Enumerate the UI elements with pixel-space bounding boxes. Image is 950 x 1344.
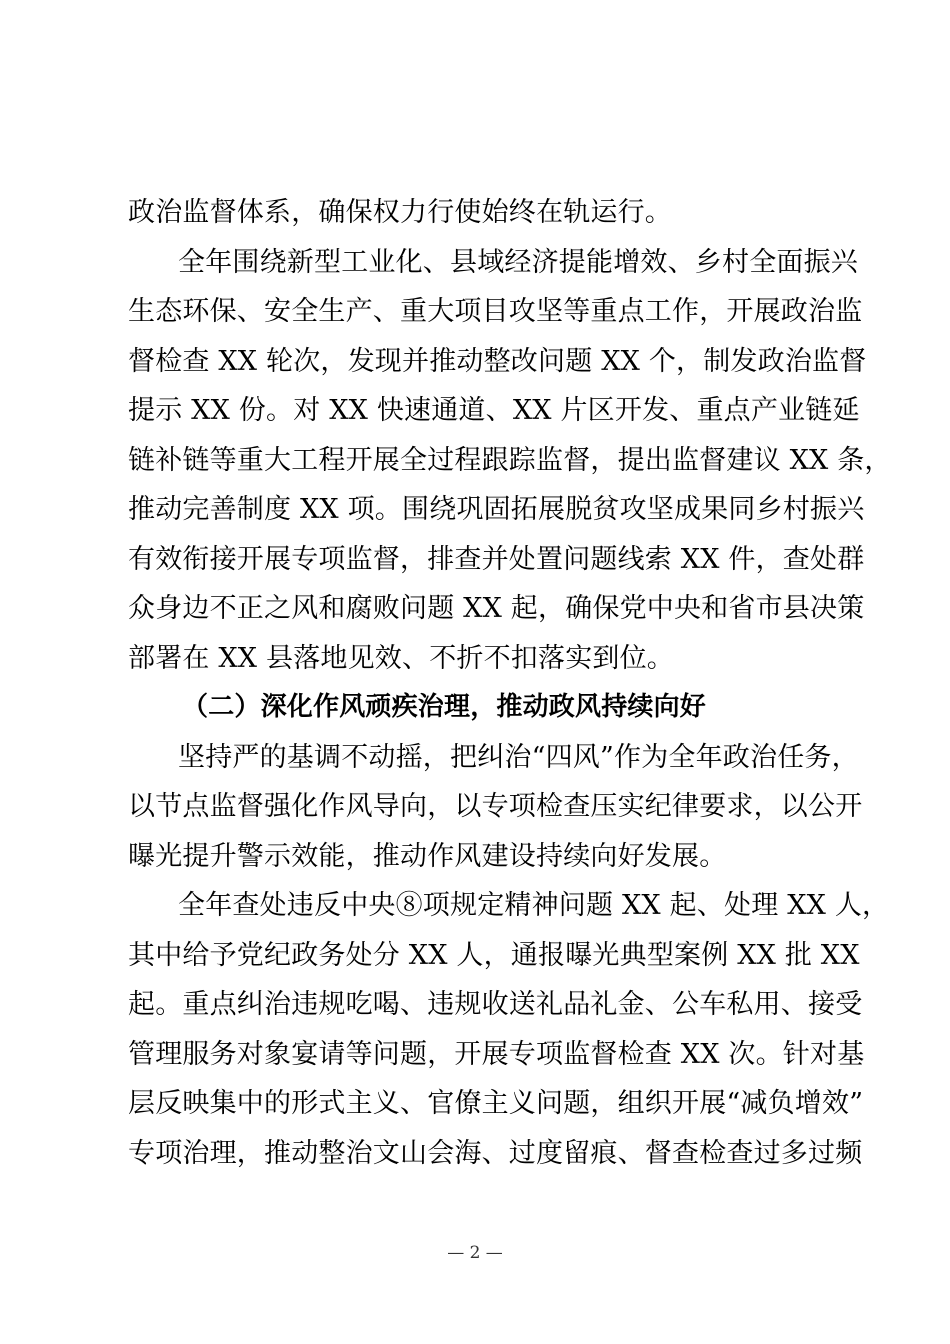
text-line: 以节点监督强化作风导向，以专项检查压实纪律要求，以公开 [128, 791, 863, 822]
text-line: 层反映集中的形式主义、官僚主义问题，组织开展“减负增效” [128, 1088, 864, 1119]
text-line: 曝光提升警示效能，推动作风建设持续向好发展。 [128, 840, 727, 872]
text-line: 全年查处违反中央⑧项规定精神问题 XX 起、处理 XX 人， [178, 890, 890, 921]
text-line: 部署在 XX 县落地见效、不折不扣落实到位。 [128, 642, 675, 674]
text-line: 坚持严的基调不动摇，把纠治“四风”作为全年政治任务， [178, 741, 859, 773]
text-line: 众身边不正之风和腐败问题 XX 起，确保党中央和省市县决策 [128, 593, 865, 624]
text-line: 链补链等重大工程开展全过程跟踪监督，提出监督建议 XX 条， [128, 444, 892, 476]
text-line: 管理服务对象宴请等问题，开展专项监督检查 XX 次。针对基 [128, 1038, 865, 1070]
text-line: 生态环保、安全生产、重大项目攻坚等重点工作，开展政治监 [128, 296, 863, 327]
text-line: 提示 XX 份。对 XX 快速通道、XX 片区开发、重点产业链延 [128, 395, 860, 426]
text-line: 其中给予党纪政务处分 XX 人，通报曝光典型案例 XX 批 XX [128, 939, 860, 971]
page-number: — 2 — [447, 1243, 503, 1263]
section-heading: （二）深化作风顽疾治理，推动政风持续向好 [182, 692, 707, 722]
text-line: 起。重点纠治违规吃喝、违规收送礼品礼金、公车私用、接受 [128, 989, 863, 1020]
text-line: 督检查 XX 轮次，发现并推动整改问题 XX 个，制发政治监督 [128, 345, 867, 377]
text-line: 全年围绕新型工业化、县域经济提能增效、乡村全面振兴 [178, 246, 858, 278]
text-line: 有效衔接开展专项监督，排查并处置问题线索 XX 件，查处群 [128, 543, 865, 575]
text-line: 推动完善制度 XX 项。围绕巩固拓展脱贫攻坚成果同乡村振兴 [128, 494, 865, 525]
body-text [128, 188, 892, 1178]
text-line: 专项治理，推动整治文山会海、过度留痕、督查检查过多过频 [128, 1137, 863, 1169]
text-line: 政治监督体系，确保权力行使始终在轨运行。 [128, 197, 672, 228]
